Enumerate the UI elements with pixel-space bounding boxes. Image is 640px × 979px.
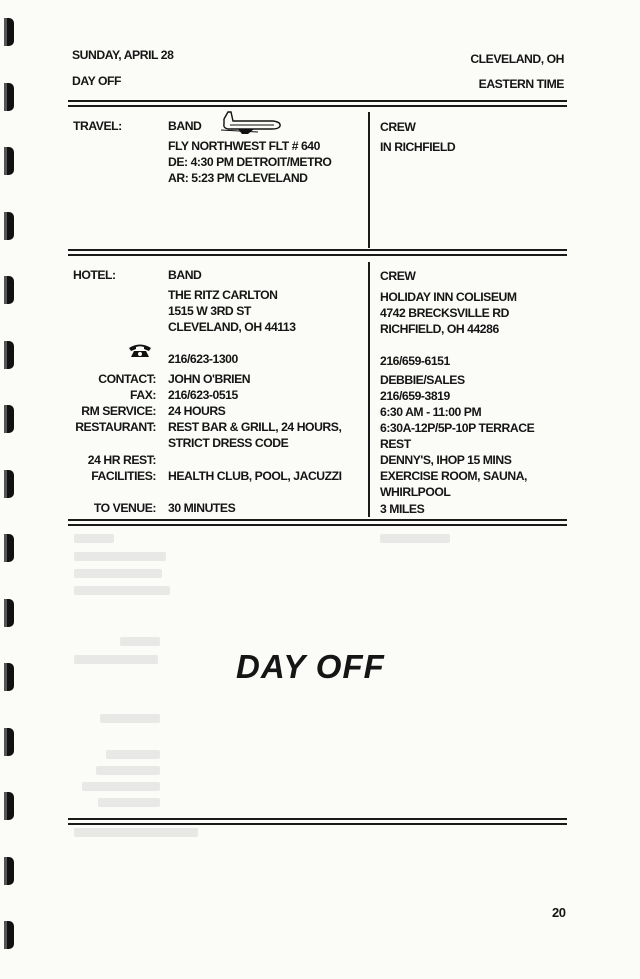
binding-ring <box>4 921 14 949</box>
binding-ring <box>4 83 14 111</box>
bleed-through <box>98 798 160 807</box>
to-venue-label: TO VENUE: <box>93 501 156 515</box>
hotel-label: HOTEL: <box>73 268 116 282</box>
binding-ring <box>4 470 14 498</box>
hr-rest-label: 24 HR REST: <box>87 453 156 467</box>
crew-facilities-line: EXERCISE ROOM, SAUNA, <box>380 469 527 483</box>
travel-band-heading: BAND <box>168 119 202 133</box>
band-phone: 216/623-1300 <box>168 352 238 366</box>
crew-phone: 216/659-6151 <box>380 354 450 368</box>
hotel-band-heading: BAND <box>168 268 202 282</box>
bleed-through <box>74 655 158 664</box>
travel-depart: DE: 4:30 PM DETROIT/METRO <box>168 155 332 169</box>
crew-rm-service: 6:30 AM - 11:00 PM <box>380 405 482 419</box>
telephone-icon <box>128 343 152 358</box>
day-off-title: DAY OFF <box>236 648 385 685</box>
hotel-band-line: THE RITZ CARLTON <box>168 288 278 302</box>
city-label: CLEVELAND, OH <box>470 52 564 66</box>
bleed-through <box>120 637 160 646</box>
binding-ring <box>4 663 14 691</box>
crew-hr-rest: DENNY'S, IHOP 15 MINS <box>380 453 512 467</box>
bleed-through <box>96 766 160 775</box>
timezone-label: EASTERN TIME <box>478 77 564 91</box>
page-number: 20 <box>552 905 566 920</box>
band-facilities: HEALTH CLUB, POOL, JACUZZI <box>168 469 342 483</box>
hotel-band-line: CLEVELAND, OH 44113 <box>168 320 296 334</box>
crew-to-venue: 3 MILES <box>380 502 425 516</box>
band-fax: 216/623-0515 <box>168 388 238 402</box>
travel-crew-location: IN RICHFIELD <box>380 140 456 154</box>
binding-ring <box>4 212 14 240</box>
binding-ring <box>4 341 14 369</box>
travel-flight: FLY NORTHWEST FLT # 640 <box>168 139 320 153</box>
fax-label: FAX: <box>130 388 156 402</box>
hotel-rule <box>68 519 567 526</box>
crew-restaurant-line: REST <box>380 437 411 451</box>
binding-ring <box>4 857 14 885</box>
footer-rule <box>68 818 567 825</box>
contact-label: CONTACT: <box>98 372 156 386</box>
binding-ring <box>4 147 14 175</box>
binding-ring <box>4 599 14 627</box>
bleed-through <box>82 782 160 791</box>
crew-fax: 216/659-3819 <box>380 389 450 403</box>
day-type-label: DAY OFF <box>72 74 121 88</box>
hotel-column-divider <box>368 262 370 517</box>
bleed-through <box>106 750 160 759</box>
bleed-through <box>100 714 160 723</box>
binding-ring <box>4 18 14 46</box>
band-rm-service: 24 HOURS <box>168 404 226 418</box>
crew-restaurant-line: 6:30A-12P/5P-10P TERRACE <box>380 421 535 435</box>
band-restaurant-line: REST BAR & GRILL, 24 HOURS, <box>168 420 342 434</box>
bleed-through <box>74 828 198 837</box>
hotel-crew-line: HOLIDAY INN COLISEUM <box>380 290 517 304</box>
rm-service-label: RM SERVICE: <box>81 404 156 418</box>
bleed-through <box>74 552 166 561</box>
airplane-icon <box>218 110 282 138</box>
binding-ring <box>4 728 14 756</box>
binding-ring <box>4 276 14 304</box>
crew-facilities-line: WHIRLPOOL <box>380 485 451 499</box>
travel-arrive: AR: 5:23 PM CLEVELAND <box>168 171 308 185</box>
band-contact: JOHN O'BRIEN <box>168 372 251 386</box>
travel-crew-heading: CREW <box>380 120 416 134</box>
bleed-through <box>74 586 170 595</box>
binding-ring <box>4 792 14 820</box>
hotel-band-line: 1515 W 3RD ST <box>168 304 251 318</box>
spiral-binding <box>0 0 22 979</box>
hotel-crew-line: 4742 BRECKSVILLE RD <box>380 306 509 320</box>
hotel-crew-line: RICHFIELD, OH 44286 <box>380 322 499 336</box>
crew-contact: DEBBIE/SALES <box>380 373 465 387</box>
restaurant-label: RESTAURANT: <box>75 420 156 434</box>
binding-ring <box>4 405 14 433</box>
bleed-through <box>74 534 114 543</box>
hotel-crew-heading: CREW <box>380 269 416 283</box>
facilities-label: FACILITIES: <box>91 469 156 483</box>
bleed-through <box>74 569 162 578</box>
band-to-venue: 30 MINUTES <box>168 501 236 515</box>
travel-rule <box>68 249 567 256</box>
binding-ring <box>4 534 14 562</box>
travel-column-divider <box>368 112 370 248</box>
header-rule <box>68 100 567 107</box>
travel-label: TRAVEL: <box>73 119 122 133</box>
date-label: SUNDAY, APRIL 28 <box>72 48 174 62</box>
bleed-through <box>380 534 450 543</box>
band-restaurant-line: STRICT DRESS CODE <box>168 436 289 450</box>
